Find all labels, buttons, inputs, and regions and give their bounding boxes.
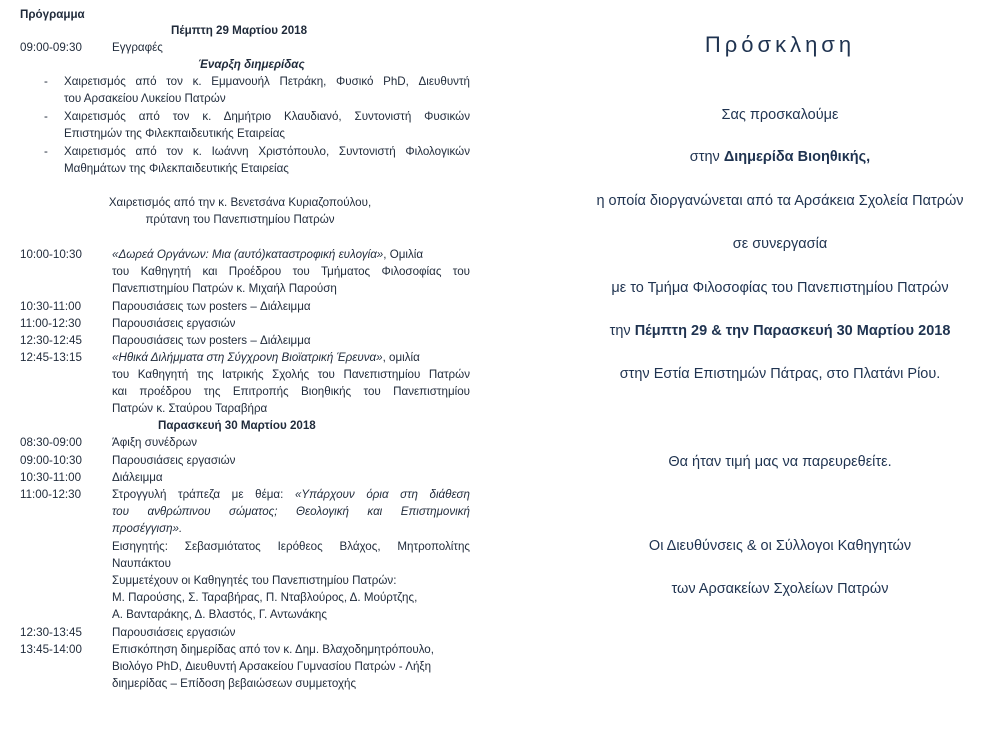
invitation-title: Πρόσκληση: [704, 32, 856, 57]
talk-desc: , Ομιλία: [383, 248, 424, 261]
agenda-item: Επισκόπηση διημερίδας από τον κ. Δημ. Βλαχοδημητρόπουλο,: [112, 643, 434, 656]
agenda-item: του Καθηγητή και Προέδρου του Τμήματος Φιλοσοφίας του: [112, 265, 470, 278]
program-column: [0, 0, 480, 748]
invitation-line: Σας προσκαλούμε: [721, 107, 839, 123]
time-slot: 09:00-10:30: [20, 454, 82, 467]
time-slot: 11:00-12:30: [20, 488, 82, 501]
invitation-signature: των Αρσακείων Σχολείων Πατρών: [671, 581, 889, 597]
agenda-item: [112, 486, 470, 503]
agenda-item: προσέγγιση».: [112, 522, 183, 535]
greeting-line: Χαιρετισμός από τον κ. Ιωάννη Χριστόπουλο, Συντονιστή Φιλολογικών: [64, 145, 470, 158]
agenda-item: Παρουσιάσεις εργασιών: [112, 626, 236, 639]
bullet-dash: -: [44, 110, 48, 123]
agenda-item: Ναυπάκτου: [112, 557, 171, 570]
agenda-item: Πατρών κ. Σταύρου Ταραβήρα: [112, 402, 268, 415]
agenda-item: Πανεπιστημίου Πατρών κ. Μιχαήλ Παρούση: [112, 282, 337, 295]
agenda-item: Παρουσιάσεις εργασιών: [112, 317, 236, 330]
agenda-item: [112, 349, 420, 366]
talk-title: «Δωρεά Οργάνων: Μια (αυτό)καταστροφική ευλογία»: [112, 248, 384, 261]
greeting-line: του Αρσακείου Λυκείου Πατρών: [64, 92, 226, 105]
greeting-line: Χαιρετισμός από τον κ. Δημήτριο Κλαυδιανό, Συντονιστή Φυσικών: [64, 110, 470, 123]
opening-heading: Έναρξη διημερίδας: [198, 58, 305, 71]
greeting-line: πρύτανη του Πανεπιστημίου Πατρών: [145, 213, 335, 226]
invitation-line: [560, 149, 1000, 165]
round-table-label: Στρογγυλή τράπεζα με θέμα:: [112, 488, 284, 501]
time-slot: 12:45-13:15: [20, 351, 82, 364]
talk-desc: , ομιλία: [382, 351, 420, 364]
time-slot: 11:00-12:30: [20, 317, 82, 330]
agenda-item: Εγγραφές: [112, 41, 163, 54]
agenda-item: Α. Βανταράκης, Δ. Βλαστός, Γ. Αντωνάκης: [112, 608, 327, 621]
invitation-line: με το Τμήμα Φιλοσοφίας του Πανεπιστημίου Πατρών: [611, 280, 949, 296]
program-heading: Πρόγραμμα: [20, 8, 85, 21]
invitation-line: Θα ήταν τιμή μας να παρευρεθείτε.: [668, 454, 892, 470]
invitation-signature: Οι Διευθύνσεις & οι Σύλλογοι Καθηγητών: [648, 538, 912, 554]
day1-heading: Πέμπτη 29 Μαρτίου 2018: [171, 24, 308, 37]
time-slot: 10:30-11:00: [20, 471, 82, 484]
talk-title: «Ηθικά Διλήμματα στη Σύγχρονη Βιοϊατρική Έρευνα»: [112, 351, 383, 364]
agenda-item: [112, 246, 470, 263]
agenda-item: Μ. Παρούσης, Σ. Ταραβήρας, Π. Νταβλούρος, Δ. Μούρτζης,: [112, 591, 418, 604]
day2-heading: Παρασκευή 30 Μαρτίου 2018: [158, 419, 316, 432]
greeting-line: Χαιρετισμός από την κ. Βενετσάνα Κυριαζοπούλου,: [108, 196, 372, 209]
time-slot: 12:30-13:45: [20, 626, 82, 639]
agenda-item: Παρουσιάσεις των posters – Διάλειμμα: [112, 334, 311, 347]
event-dates: Πέμπτη 29 & την Παρασκευή 30 Μαρτίου 2018: [634, 323, 951, 339]
agenda-item: Βιολόγο PhD, Διευθυντή Αρσακείου Γυμνασίου Πατρών - Λήξη: [112, 660, 432, 673]
greeting-line: Χαιρετισμός από τον κ. Εμμανουήλ Πετράκη, Φυσικό PhD, Διευθυντή: [64, 75, 470, 88]
time-slot: 10:00-10:30: [20, 248, 82, 261]
bullet-dash: -: [44, 145, 48, 158]
agenda-item: και προέδρου της Επιτροπής Βιοηθικής του Πανεπιστημίου: [112, 385, 470, 398]
agenda-item: διημερίδας – Επίδοση βεβαιώσεων συμμετοχής: [112, 677, 357, 690]
time-slot: 08:30-09:00: [20, 436, 82, 449]
agenda-item: Συμμετέχουν οι Καθηγητές του Πανεπιστημίου Πατρών:: [112, 574, 397, 587]
greeting-line: Μαθημάτων της Φιλεκπαιδευτικής Εταιρείας: [64, 162, 289, 175]
invitation-text: στην: [689, 149, 720, 165]
invitation-text: την: [609, 323, 631, 339]
time-slot: 13:45-14:00: [20, 643, 82, 656]
agenda-item: του ανθρώπινου σώματος; Θεολογική και Επιστημονική: [112, 505, 470, 518]
invitation-line: [560, 323, 1000, 339]
agenda-item: του Καθηγητή της Ιατρικής Σχολής του Πανεπιστημίου Πατρών: [112, 368, 470, 381]
greeting-line: Επιστημών της Φιλεκπαιδευτικής Εταιρείας: [64, 127, 286, 140]
round-table-topic: «Υπάρχουν όρια στη διάθεση: [294, 488, 470, 501]
event-name: Διημερίδα Βιοηθικής,: [723, 149, 871, 165]
invitation-line: η οποία διοργανώνεται από τα Αρσάκεια Σχολεία Πατρών: [596, 193, 964, 209]
invitation-column: [560, 0, 1000, 748]
bullet-dash: -: [44, 75, 48, 88]
time-slot: 10:30-11:00: [20, 300, 82, 313]
agenda-item: Διάλειμμα: [112, 471, 163, 484]
agenda-item: Άφιξη συνέδρων: [112, 436, 198, 449]
invitation-line: στην Εστία Επιστημών Πάτρας, στο Πλατάνι Ρίου.: [619, 366, 941, 382]
time-slot: 12:30-12:45: [20, 334, 82, 347]
time-slot: 09:00-09:30: [20, 41, 82, 54]
invitation-line: σε συνεργασία: [732, 236, 828, 252]
agenda-item: Παρουσιάσεις εργασιών: [112, 454, 236, 467]
agenda-item: Παρουσιάσεις των posters – Διάλειμμα: [112, 300, 311, 313]
agenda-item: Εισηγητής: Σεβασμιότατος Ιερόθεος Βλάχος, Μητροπολίτης: [112, 540, 470, 553]
